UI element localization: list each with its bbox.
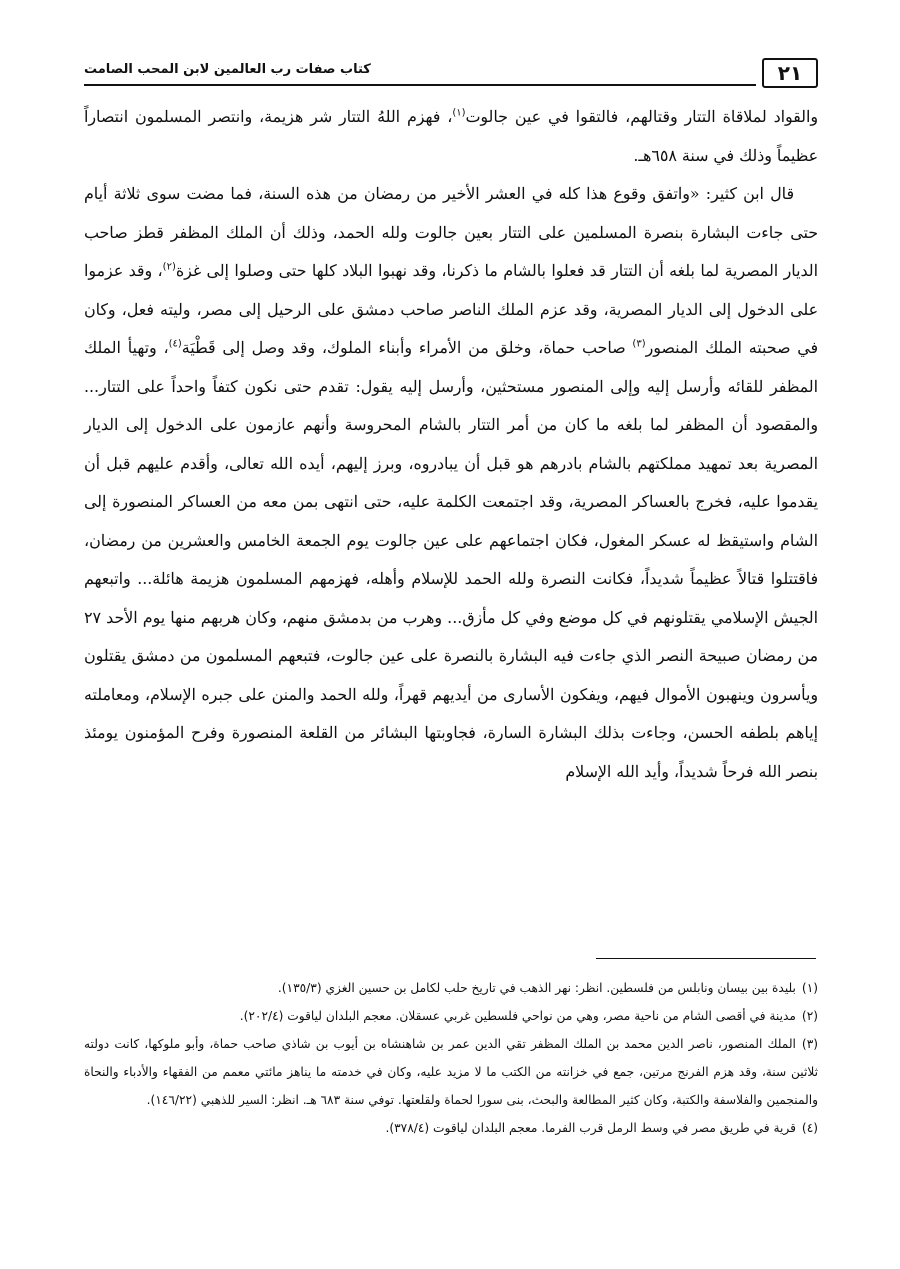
footnote-text: مدينة في أقصى الشام من ناحية مصر، وهي من نواحي فلسطين غربي عسقلان. معجم البلدان لياقوت (٢٠٢/٤). (239, 1009, 796, 1023)
paragraph-2 (84, 175, 818, 791)
footnote-4 (84, 1114, 818, 1142)
main-text (84, 98, 818, 791)
paragraph-2-text-b: ، وقد عزموا على الدخول إلى الديار المصرية، وقد عزم الملك الناصر صاحب دمشق على الرحيل إلى مصر، وليته فعل، وكان في صحبته الملك المنصور (84, 261, 818, 357)
footnote-marker-1: (١) (452, 107, 466, 119)
footnote-marker-3: (٣) (632, 338, 646, 350)
footnote-number: (٤) (801, 1121, 818, 1135)
header-rule (84, 84, 756, 86)
footnotes (84, 974, 818, 1142)
footnote-separator (596, 958, 816, 959)
footnote-number: (٣) (801, 1037, 818, 1051)
footnote-3 (84, 1030, 818, 1114)
footnote-2 (84, 1002, 818, 1030)
paragraph-1-text-b: ، فهزم اللهُ التتار شر هزيمة، وانتصر المسلمون انتصاراً عظيماً وذلك في سنة ٦٥٨هـ. (84, 107, 818, 165)
paragraph-2-text-d: ، وتهيأ الملك المظفر للقائه وأرسل إليه وإلى المنصور مستحثين، وأرسل إليه يقول: تقدم حتى نكون كتفاً واحداً على التتار... والمقصود أن المظفر لما بلغه ما كان من أمر التتار بالشام المحروسة وأنهم عازمون على الدخول إلى الديار المصرية بعد تمهيد مملكتهم بالشام بادرهم هو قبل أن يبادروه، وبرز إليهم، أيده الله تعالى، وأقدم عليهم قبل أن يقدموا عليه، فخرج بالعساكر المصرية، وقد اجتمعت الكلمة عليه، حتى انتهى بمن معه من العساكر المنصورة إلى الشام واستيقظ له عسكر المغول، فكان اجتماعهم على عين جالوت يوم الجمعة الخامس والعشرين من رمضان، فاقتتلوا قتالاً عظيماً شديداً، فكانت النصرة ولله الحمد للإسلام وأهله، فهزمهم المسلمون هزيمة هائلة... واتبعهم الجيش الإسلامي يقتلونهم في كل موضع وفي كل مأزق... وهرب من بدمشق منهم، وكان هربهم منها يوم الأحد ٢٧ من رمضان صبيحة النصر الذي جاءت فيه البشارة بالنصرة على عين جالوت، فتبعهم المسلمون من دمشق يقتلون ويأسرون وينهبون الأموال فيهم، ويفكون الأسارى من أيديهم قهراً، ولله الحمد والمنن على جبره الإسلام، ومعاملته إياهم بلطفه الحسن، وجاءت بذلك البشارة السارة، فجاوبتها البشائر من القلعة المنصورة وفرح المؤمنون يومئذ بنصر الله فرحاً شديداً، وأيد الله الإسلام (84, 338, 818, 781)
paragraph-2-text-a: قال ابن كثير: «واتفق وقوع هذا كله في العشر الأخير من رمضان من هذه السنة، فما مضت سوى ثلاثة أيام حتى جاءت البشارة بنصرة المسلمين على التتار بعين جالوت ولله الحمد، وذلك أن الملك المظفر قطز صاحب الديار المصرية لما بلغه أن التتار قد فعلوا بالشام ما ذكرنا، وقد نهبوا البلاد كلها حتى وصلوا إلى غزة (84, 184, 818, 280)
footnote-marker-4: (٤) (168, 338, 182, 350)
footnote-text: بليدة بين بيسان ونابلس من فلسطين. انظر: نهر الذهب في تاريخ حلب لكامل بن حسين الغزي (١٣٥/٣). (277, 981, 796, 995)
footnote-text: قرية في طريق مصر في وسط الرمل قرب الفرما. معجم البلدان لياقوت (٣٧٨/٤). (385, 1121, 796, 1135)
footnote-number: (١) (801, 981, 818, 995)
paragraph-2-text-c: صاحب حماة، وخلق من الأمراء وأبناء الملوك، وقد وصل إلى قَطْيَة (181, 338, 633, 357)
paragraph-1 (84, 98, 818, 175)
footnote-text: الملك المنصور، ناصر الدين محمد بن الملك المظفر تقي الدين عمر بن شاهنشاه بن أيوب بن شاذي صاحب حماة، وأبو ملوكها، كانت دولته ثلاثين سنة، وقد هزم الفرنج مرتين، جمع في خزانته من الكتب ما لا مزيد عليه، وكان في خدمته ما يناهز مائتي معمم من الفقهاء والأدباء والنحاة والمنجمين والفلاسفة والكتبة، وكان كثير المطالعة والبحث، بنى سورا لحماة ولقلعتها. توفي سنة ٦٨٣ هـ. انظر: السير للذهبي (١٤٦/٢٢). (84, 1037, 818, 1107)
footnote-marker-2: (٢) (162, 261, 176, 273)
paragraph-1-text-a: والقواد لملاقاة التتار وقتالهم، فالتقوا في عين جالوت (465, 107, 818, 126)
footnote-number: (٢) (801, 1009, 818, 1023)
page-number: ٢١ (762, 58, 818, 88)
footnote-1 (84, 974, 818, 1002)
book-title: كتاب صفات رب العالمين لابن المحب الصامت (84, 62, 371, 77)
page-header (84, 58, 818, 92)
